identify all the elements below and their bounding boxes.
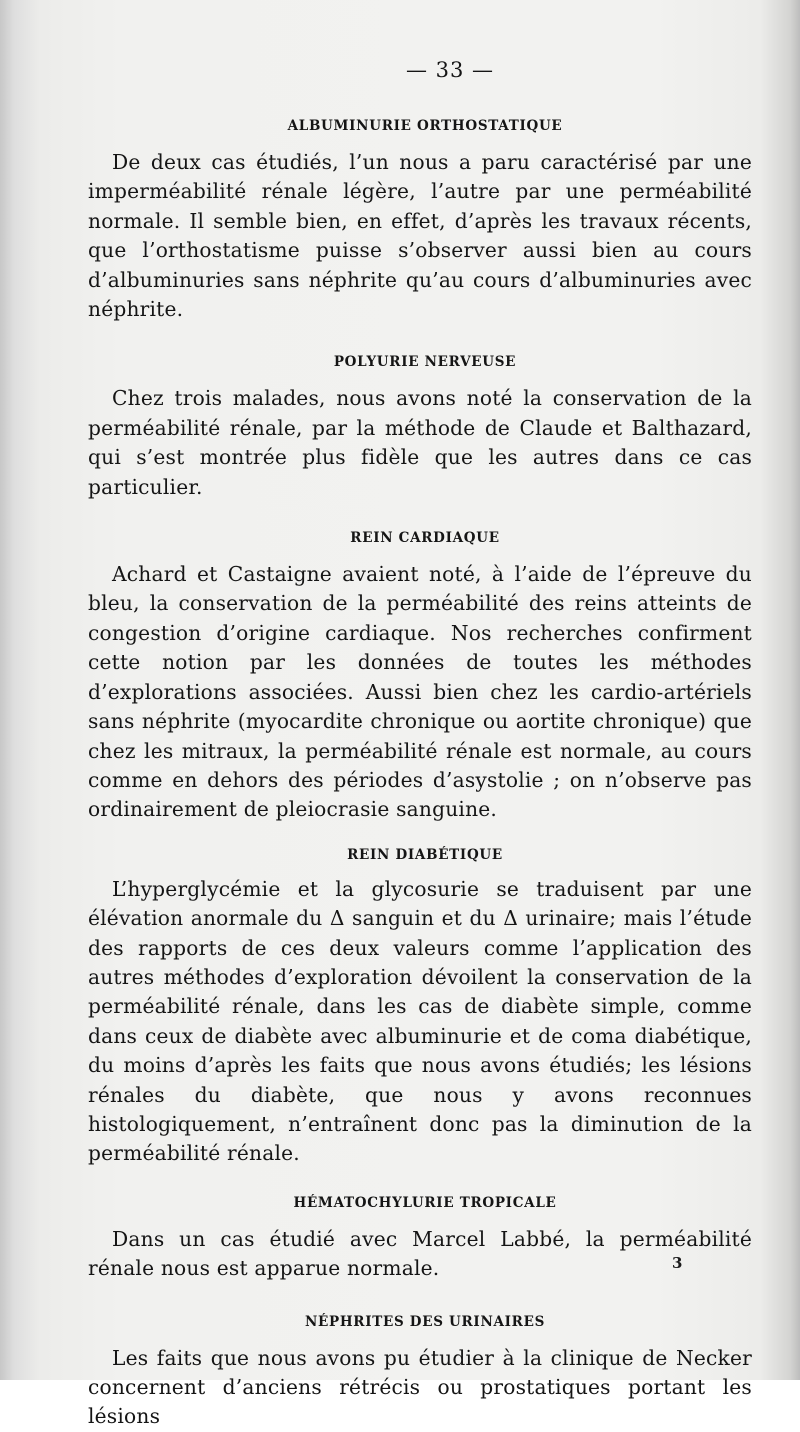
paragraph-rein-diabetique: L’hyperglycémie et la glycosurie se traduisent par une élévation anormale du Δ sanguin et du Δ urinaire; mais l’étude des rapports de ces deux valeurs comme l’application des autres méthodes d’exploration dévoilent la conservation de la perméabilité rénale, dans les cas de diabète simple, comme dans ceux de diabète avec albuminurie et de coma diabétique, du moins d’après les faits que nous avons étudiés; les lésions rénales du diabète, que nous y avons reconnues histologiquement, n’entraînent donc pas la diminution de la perméabilité rénale. <box>88 876 752 1166</box>
paragraph-hematochylurie: Dans un cas étudié avec Marcel Labbé, la perméabilité rénale nous est apparue normale. <box>88 1226 752 1281</box>
signature-mark: 3 <box>672 1254 683 1272</box>
section-heading-albuminurie: ALBUMINURIE ORTHOSTATIQUE <box>287 118 563 134</box>
paragraph-rein-cardiaque: Achard et Castaigne avaient noté, à l’aide de l’épreuve du bleu, la conservation de la perméabilité des reins atteints de congestion d’origine cardiaque. Nos recherches confirment cette notion par les données de toutes les méthodes d’explorations associées. Aussi bien chez les cardio-artériels sans néphrite (myocardite chronique ou aortite chronique) que chez les mitraux, la perméabilité rénale est normale, au cours comme en dehors des périodes d’asystolie ; on n’observe pas ordinairement de pleiocrasie sanguine. <box>88 562 752 822</box>
paragraph-nephrites: Les faits que nous avons pu étudier à la clinique de Necker concernent d’anciens rétrécis ou prostatiques portant les lésions <box>88 1345 752 1429</box>
section-heading-nephrites: NÉPHRITES DES URINAIRES <box>304 1313 546 1330</box>
paragraph-polyurie: Chez trois malades, nous avons noté la conservation de la perméabilité rénale, par la méthode de Claude et Balthazard, qui s’est montrée plus fidèle que les autres dans ce cas particulier. <box>88 386 752 499</box>
section-heading-hematochylurie: HÉMATOCHYLURIE TROPICALE <box>293 1194 557 1211</box>
page-number: — 33 — <box>405 58 495 82</box>
section-heading-polyurie: POLYURIE NERVEUSE <box>333 354 517 371</box>
document-page <box>88 50 752 1432</box>
paragraph-albuminurie: De deux cas étudiés, l’un nous a paru caractérisé par une imperméabilité rénale légère, l’autre par une perméabilité normale. Il semble bien, en effet, d’après les travaux récents, que l’orthostatisme puisse s’observer aussi bien au cours d’albuminuries sans néphrite qu’au cours d’albuminuries avec néphrite. <box>88 150 752 322</box>
section-heading-rein-diabetique: REIN DIABÉTIQUE <box>347 846 503 863</box>
section-heading-rein-cardiaque: REIN CARDIAQUE <box>350 530 500 547</box>
